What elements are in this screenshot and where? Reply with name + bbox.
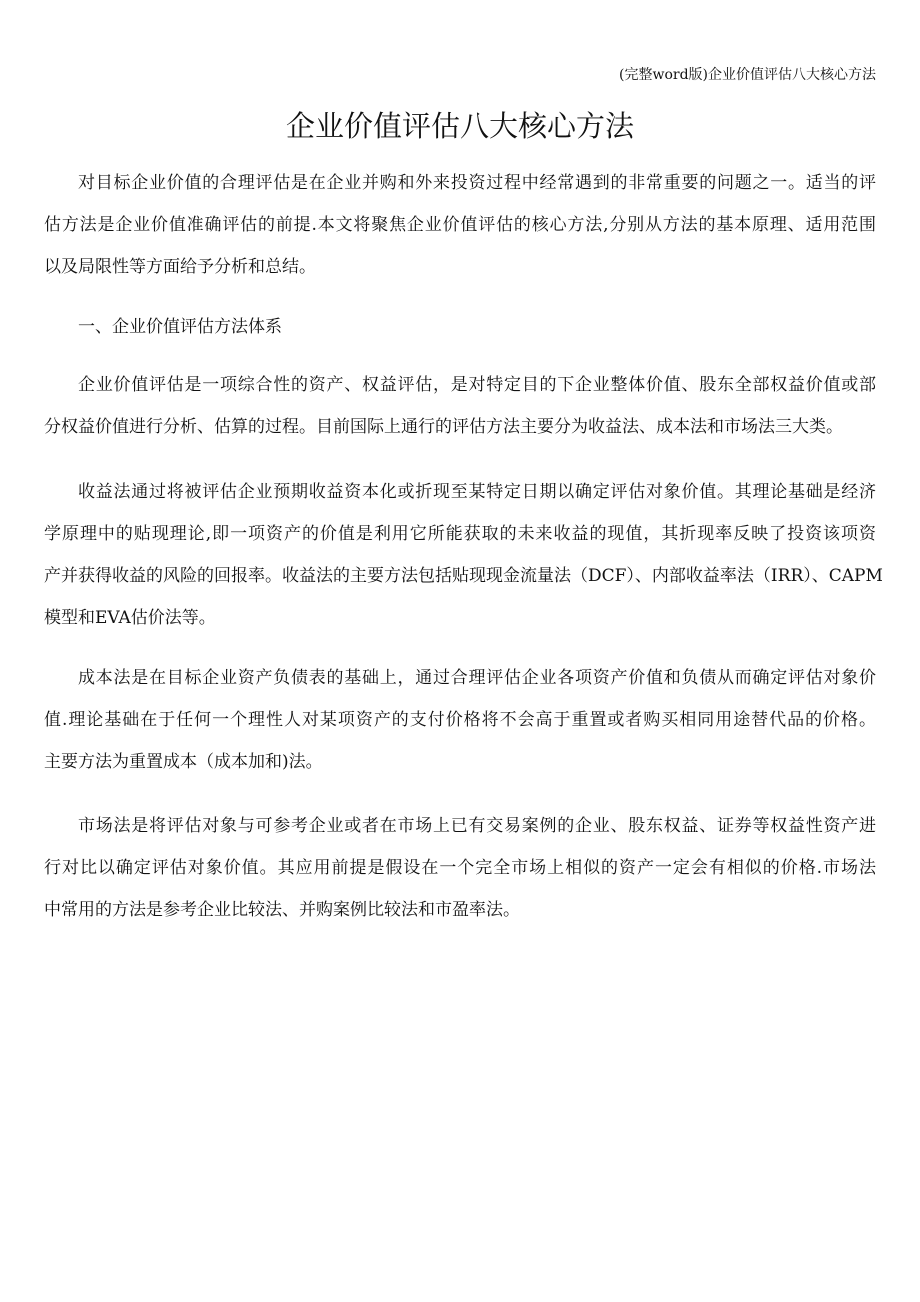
text-line: 主要方法为重置成本（成本加和)法。 xyxy=(44,752,323,772)
intro-paragraph xyxy=(44,162,876,288)
overview-paragraph xyxy=(44,364,876,448)
text-line: 模型和EVA估价法等。 xyxy=(44,608,216,628)
text-line: 企业价值评估是一项综合性的资产、权益评估，是对特定目的下企业整体价值、股东全部权益价值或部 xyxy=(78,375,876,395)
document-title: 企业价值评估八大核心方法 xyxy=(285,109,634,143)
text-line: 收益法通过将被评估企业预期收益资本化或折现至某特定日期以确定评估对象价值。其理论基础是经济 xyxy=(78,482,876,502)
text-line: 市场法是将评估对象与可参考企业或者在市场上已有交易案例的企业、股东权益、证券等权益性资产进 xyxy=(78,816,876,836)
cost-method-paragraph xyxy=(44,657,876,783)
text-line: 估方法是企业价值准确评估的前提.本文将聚焦企业价值评估的核心方法,分别从方法的基本原理、适用范围 xyxy=(44,215,876,235)
text-line: 对目标企业价值的合理评估是在企业并购和外来投资过程中经常遇到的非常重要的问题之一。适当的评 xyxy=(78,173,876,193)
text-line: 分权益价值进行分析、估算的过程。目前国际上通行的评估方法主要分为收益法、成本法和市场法三大类。 xyxy=(44,417,843,437)
text-line: 以及局限性等方面给予分析和总结。 xyxy=(44,257,316,277)
section-heading xyxy=(44,306,876,348)
page-header: (完整word版)企业价值评估八大核心方法 xyxy=(619,67,876,83)
income-method-paragraph xyxy=(44,471,883,639)
text-line: 成本法是在目标企业资产负债表的基础上，通过合理评估企业各项资产价值和负债从而确定评估对象价 xyxy=(78,668,876,688)
text-line: 行对比以确定评估对象价值。其应用前提是假设在一个完全市场上相似的资产一定会有相似的价格.市场法 xyxy=(44,858,876,878)
text-line: 产并获得收益的风险的回报率。收益法的主要方法包括贴现现金流量法（DCF）、内部收益率法（IRR）、CAPM xyxy=(44,566,883,586)
heading-text: 一、企业价值评估方法体系 xyxy=(78,317,282,337)
text-line: 中常用的方法是参考企业比较法、并购案例比较法和市盈率法。 xyxy=(44,900,520,920)
market-method-paragraph xyxy=(44,805,876,931)
text-line: 值.理论基础在于任何一个理性人对某项资产的支付价格将不会高于重置或者购买相同用途替代品的价格。 xyxy=(44,710,876,730)
text-line: 学原理中的贴现理论,即一项资产的价值是利用它所能获取的未来收益的现值，其折现率反映了投资该项资 xyxy=(44,524,876,544)
